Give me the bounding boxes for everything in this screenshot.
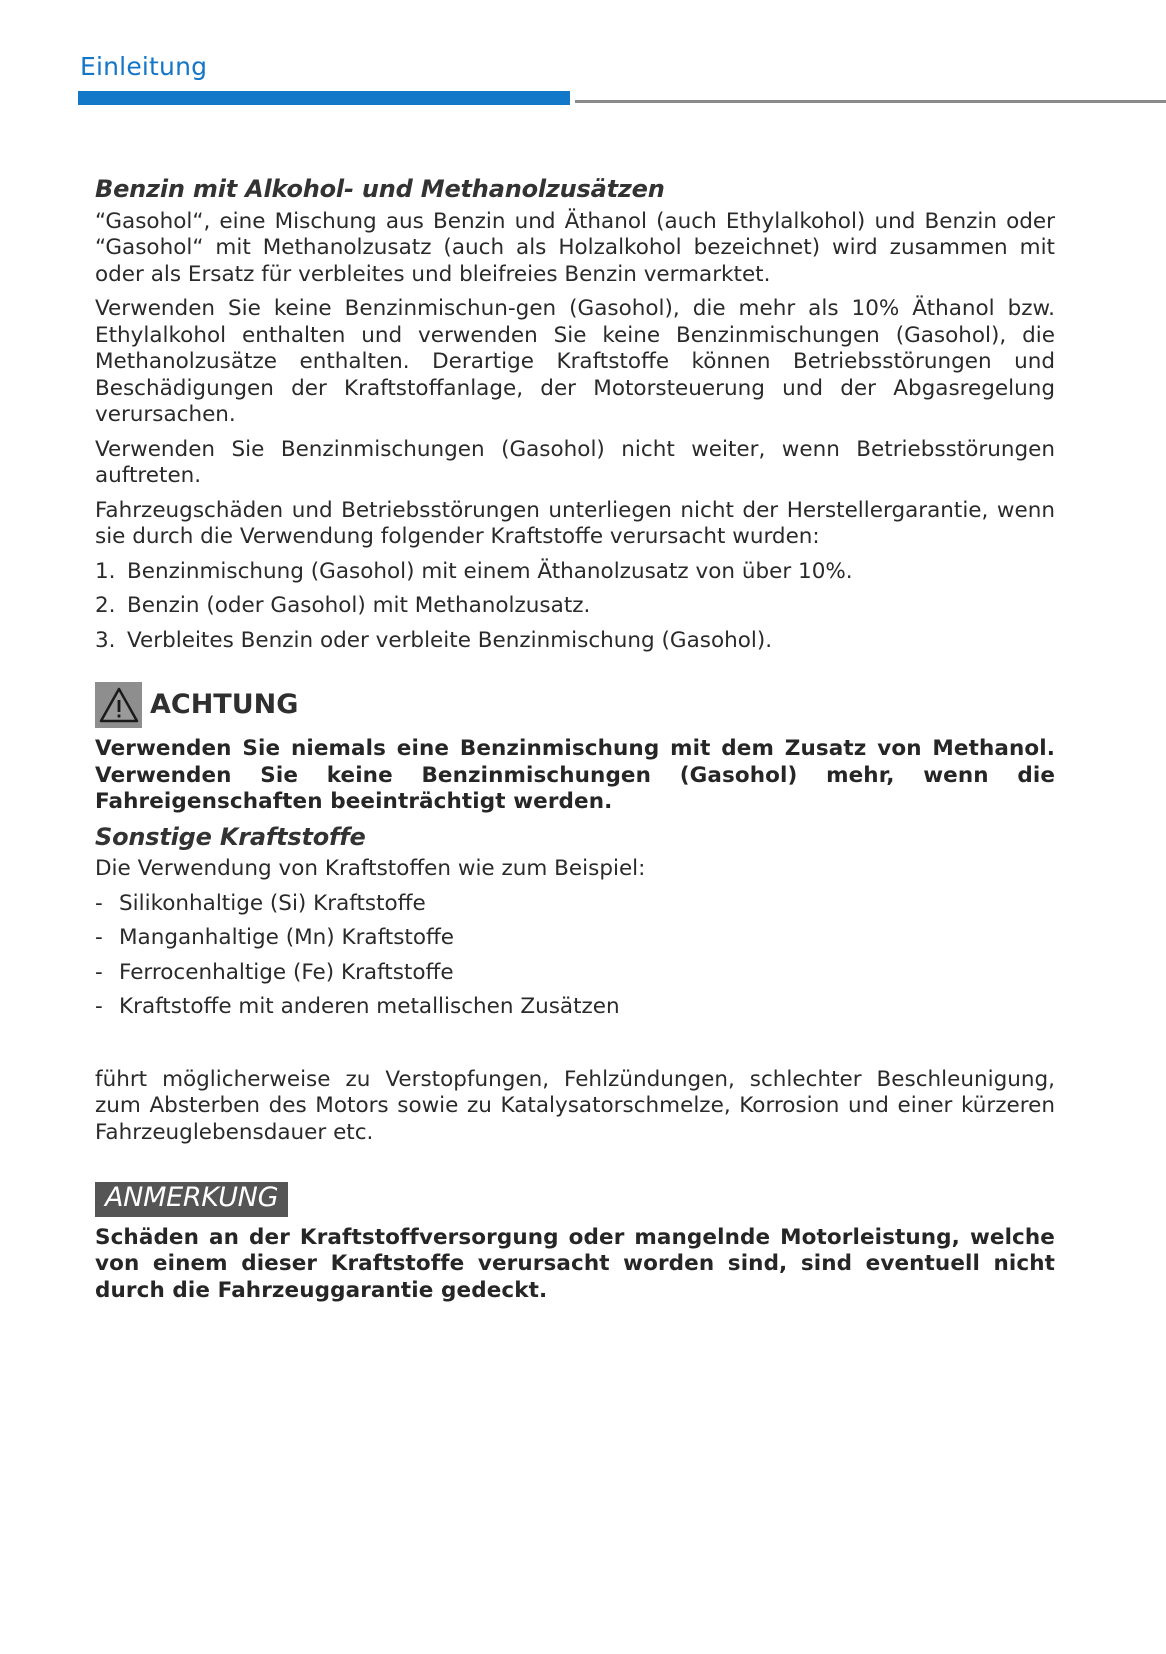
section-heading-other-fuels: Sonstige Kraftstoffe — [95, 822, 366, 851]
numbered-list — [95, 559, 1055, 655]
list-dash: - — [95, 959, 103, 985]
warning-title: ACHTUNG — [150, 688, 299, 720]
list-dash: - — [95, 994, 103, 1019]
list-dash: - — [95, 890, 103, 916]
list-number: 2. — [95, 593, 116, 618]
paragraph: Die Verwendung von Kraftstoffen wie zum Beispiel: — [95, 856, 646, 881]
list-item-text: Manganhaltige (Mn) Kraftstoffe — [119, 925, 455, 950]
list-item — [95, 628, 1055, 655]
section-heading-alcohol-fuels: Benzin mit Alkohol- und Methanolzusätzen — [95, 175, 665, 203]
list-item — [95, 559, 1055, 586]
list-item — [95, 960, 1055, 987]
warning-header — [95, 682, 1055, 728]
paragraph: Fahrzeugschäden und Betriebsstörungen unterliegen nicht der Herstellergarantie, wenn sie durch die Verwendung folgender Kraftstoffe verursacht wurden: — [95, 497, 1055, 549]
list-item-text: Verbleites Benzin oder verbleite Benzinmischung (Gasohol). — [127, 627, 773, 653]
list-dash: - — [95, 925, 103, 950]
paragraph: Verwenden Sie Benzinmischungen (Gasohol) nicht weiter, wenn Betriebsstörungen auftreten. — [95, 436, 1055, 488]
paragraph: führt möglicherweise zu Verstopfungen, Fehlzündungen, schlechter Beschleunigung, zum Absterben des Motors sowie zu Katalysatorschmelze, Korrosion und einer kürzeren Fahrzeuglebensdauer etc. — [95, 1066, 1055, 1145]
list-item — [95, 925, 1055, 952]
page-header-title: Einleitung — [80, 52, 208, 81]
list-number: 3. — [95, 627, 116, 653]
header-divider-line — [575, 100, 1166, 103]
list-item — [95, 891, 1055, 918]
list-item-text: Kraftstoffe mit anderen metallischen Zusätzen — [119, 994, 620, 1019]
spacer — [95, 1029, 1055, 1067]
list-item-text: Benzin (oder Gasohol) mit Methanolzusatz. — [127, 593, 591, 618]
note-header — [95, 1182, 1055, 1217]
list-item — [95, 994, 1055, 1021]
note-label: ANMERKUNG — [95, 1182, 288, 1217]
list-number: 1. — [95, 558, 116, 584]
list-item-text: Benzinmischung (Gasohol) mit einem Äthanolzusatz von über 10%. — [127, 558, 853, 584]
header-accent-bar — [78, 91, 570, 105]
list-item-text: Silikonhaltige (Si) Kraftstoffe — [119, 890, 426, 916]
note-text: Schäden an der Kraftstoffversorgung oder mangelnde Motorleistung, welche von einem dieser Kraftstoffe verursacht worden sind, sind eventuell nicht durch die Fahrzeuggarantie gedeckt. — [95, 1224, 1055, 1303]
list-item — [95, 593, 1055, 620]
warning-text: Verwenden Sie niemals eine Benzinmischung mit dem Zusatz von Methanol. Verwenden Sie keine Benzinmischungen (Gasohol) mehr, wenn die Fahreigenschaften beeinträchtigt werden. — [95, 736, 1055, 814]
paragraph: “Gasohol“, eine Mischung aus Benzin und Äthanol (auch Ethylalkohol) und Benzin oder “Gasohol“ mit Methanolzusatz (auch als Holzalkohol bezeichnet) wird zusammen mit oder als Ersatz für verbleites und bleifreies Benzin vermarktet. — [95, 208, 1055, 287]
page-content — [95, 176, 1055, 1312]
list-item-text: Ferrocenhaltige (Fe) Kraftstoffe — [119, 959, 454, 985]
paragraph: Verwenden Sie keine Benzinmischun-gen (Gasohol), die mehr als 10% Äthanol bzw. Ethylalkohol enthalten und verwenden Sie keine Benzinmischungen (Gasohol), die Methanolzusätze enthalten. Derartige Kraftstoffe können Betriebsstörungen und Beschädigungen der Kraftstoffanlage, der Motorsteuerung und der Abgasregelung verursachen. — [95, 296, 1055, 427]
warning-triangle-icon — [95, 682, 142, 728]
dash-list — [95, 891, 1055, 1021]
